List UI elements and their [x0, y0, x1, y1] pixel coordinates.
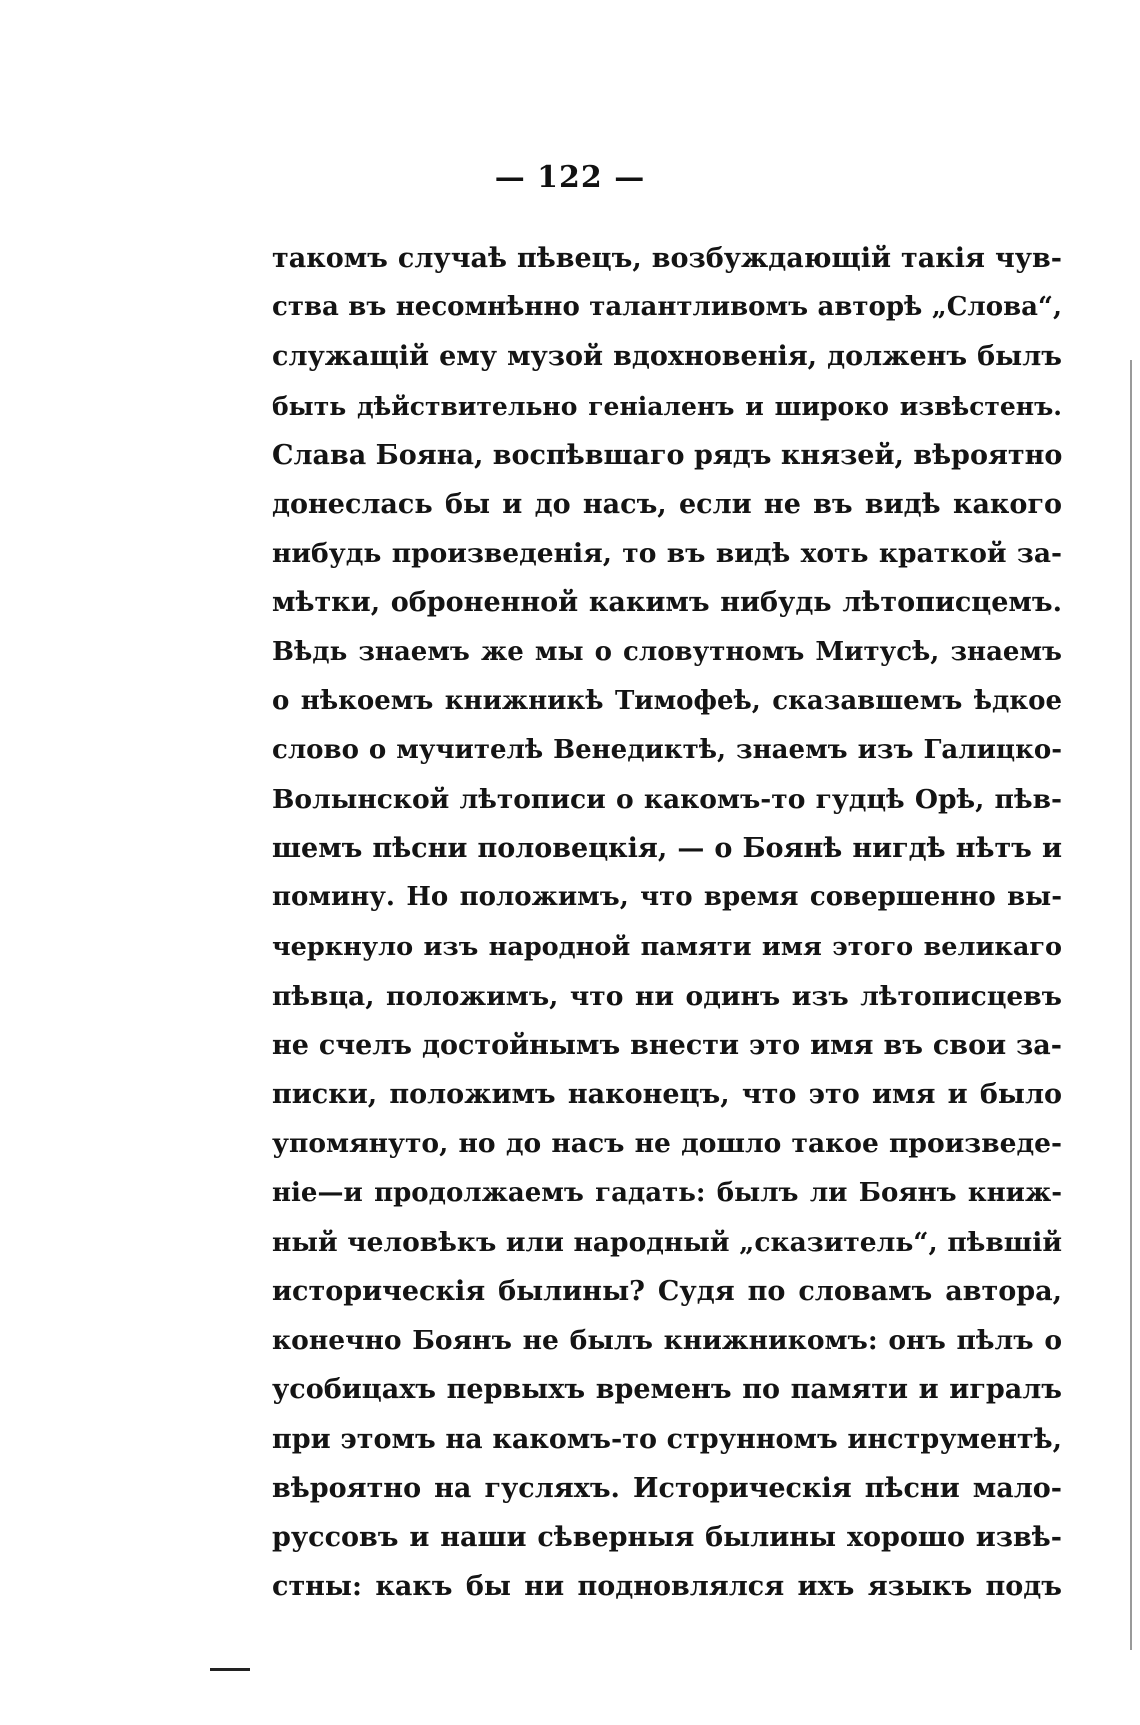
text-line: ный человѣкъ или народный „сказитель“, пѣвшій	[272, 1226, 1062, 1258]
text-line: быть дѣйствительно геніаленъ и широко извѣстенъ.	[272, 391, 1062, 421]
text-line: черкнуло изъ народной памяти имя этого великаго	[272, 931, 1062, 962]
text-line: Вѣдь знаемъ же мы о словутномъ Митусѣ, знаемъ	[272, 636, 1062, 667]
text-line: Волынской лѣтописи о какомъ-то гудцѣ Орѣ, пѣв-	[272, 784, 1062, 816]
page-edge-line	[1130, 360, 1132, 1650]
text-line: руссовъ и наши сѣверныя былины хорошо извѣ-	[272, 1521, 1062, 1553]
page-number: — 122 —	[494, 160, 646, 195]
scan-mark	[210, 1668, 250, 1671]
text-line: такомъ случаѣ пѣвецъ, возбуждающій такія чув-	[272, 243, 1062, 274]
text-line: Слава Бояна, воспѣвшаго рядъ князей, вѣроятно	[272, 439, 1062, 471]
text-line: вѣроятно на гусляхъ. Историческія пѣсни мало-	[272, 1472, 1062, 1504]
text-line: служащій ему музой вдохновенія, долженъ былъ	[272, 341, 1062, 373]
text-line: писки, положимъ наконецъ, что это имя и было	[272, 1079, 1062, 1111]
text-line: ства въ несомнѣнно талантливомъ авторѣ „Слова“,	[272, 292, 1062, 323]
text-line: стны: какъ бы ни подновлялся ихъ языкъ подъ	[272, 1571, 1062, 1603]
text-line: помину. Но положимъ, что время совершенно вы-	[272, 882, 1062, 913]
text-line: пѣвца, положимъ, что ни одинъ изъ лѣтописцевъ	[272, 980, 1062, 1012]
text-line: ніе—и продолжаемъ гадать: былъ ли Боянъ книж-	[272, 1177, 1062, 1208]
text-line: донеслась бы и до насъ, если не въ видѣ какого	[272, 488, 1062, 520]
text-line: шемъ пѣсни половецкія, — о Боянѣ нигдѣ нѣтъ и	[272, 833, 1062, 865]
text-line: конечно Боянъ не былъ книжникомъ: онъ пѣлъ о	[272, 1325, 1062, 1357]
text-line: о нѣкоемъ книжникѣ Тимофеѣ, сказавшемъ ѣдкое	[272, 685, 1062, 716]
text-line: при этомъ на какомъ-то струнномъ инструментѣ,	[272, 1423, 1062, 1455]
text-line: упомянуто, но до насъ не дошло такое произведе-	[272, 1128, 1062, 1160]
text-line: историческія былины? Судя по словамъ автора,	[272, 1275, 1062, 1307]
text-line: не счелъ достойнымъ внести это имя въ свои за-	[272, 1030, 1062, 1061]
body-text	[272, 234, 1062, 1611]
text-line: усобицахъ первыхъ временъ по памяти и игралъ	[272, 1374, 1062, 1406]
text-line: мѣтки, оброненной какимъ нибудь лѣтописцемъ.	[272, 587, 1062, 619]
text-line: слово о мучителѣ Венедиктѣ, знаемъ изъ Галицко-	[272, 734, 1062, 765]
text-line: нибудь произведенія, то въ видѣ хоть краткой за-	[272, 538, 1062, 570]
